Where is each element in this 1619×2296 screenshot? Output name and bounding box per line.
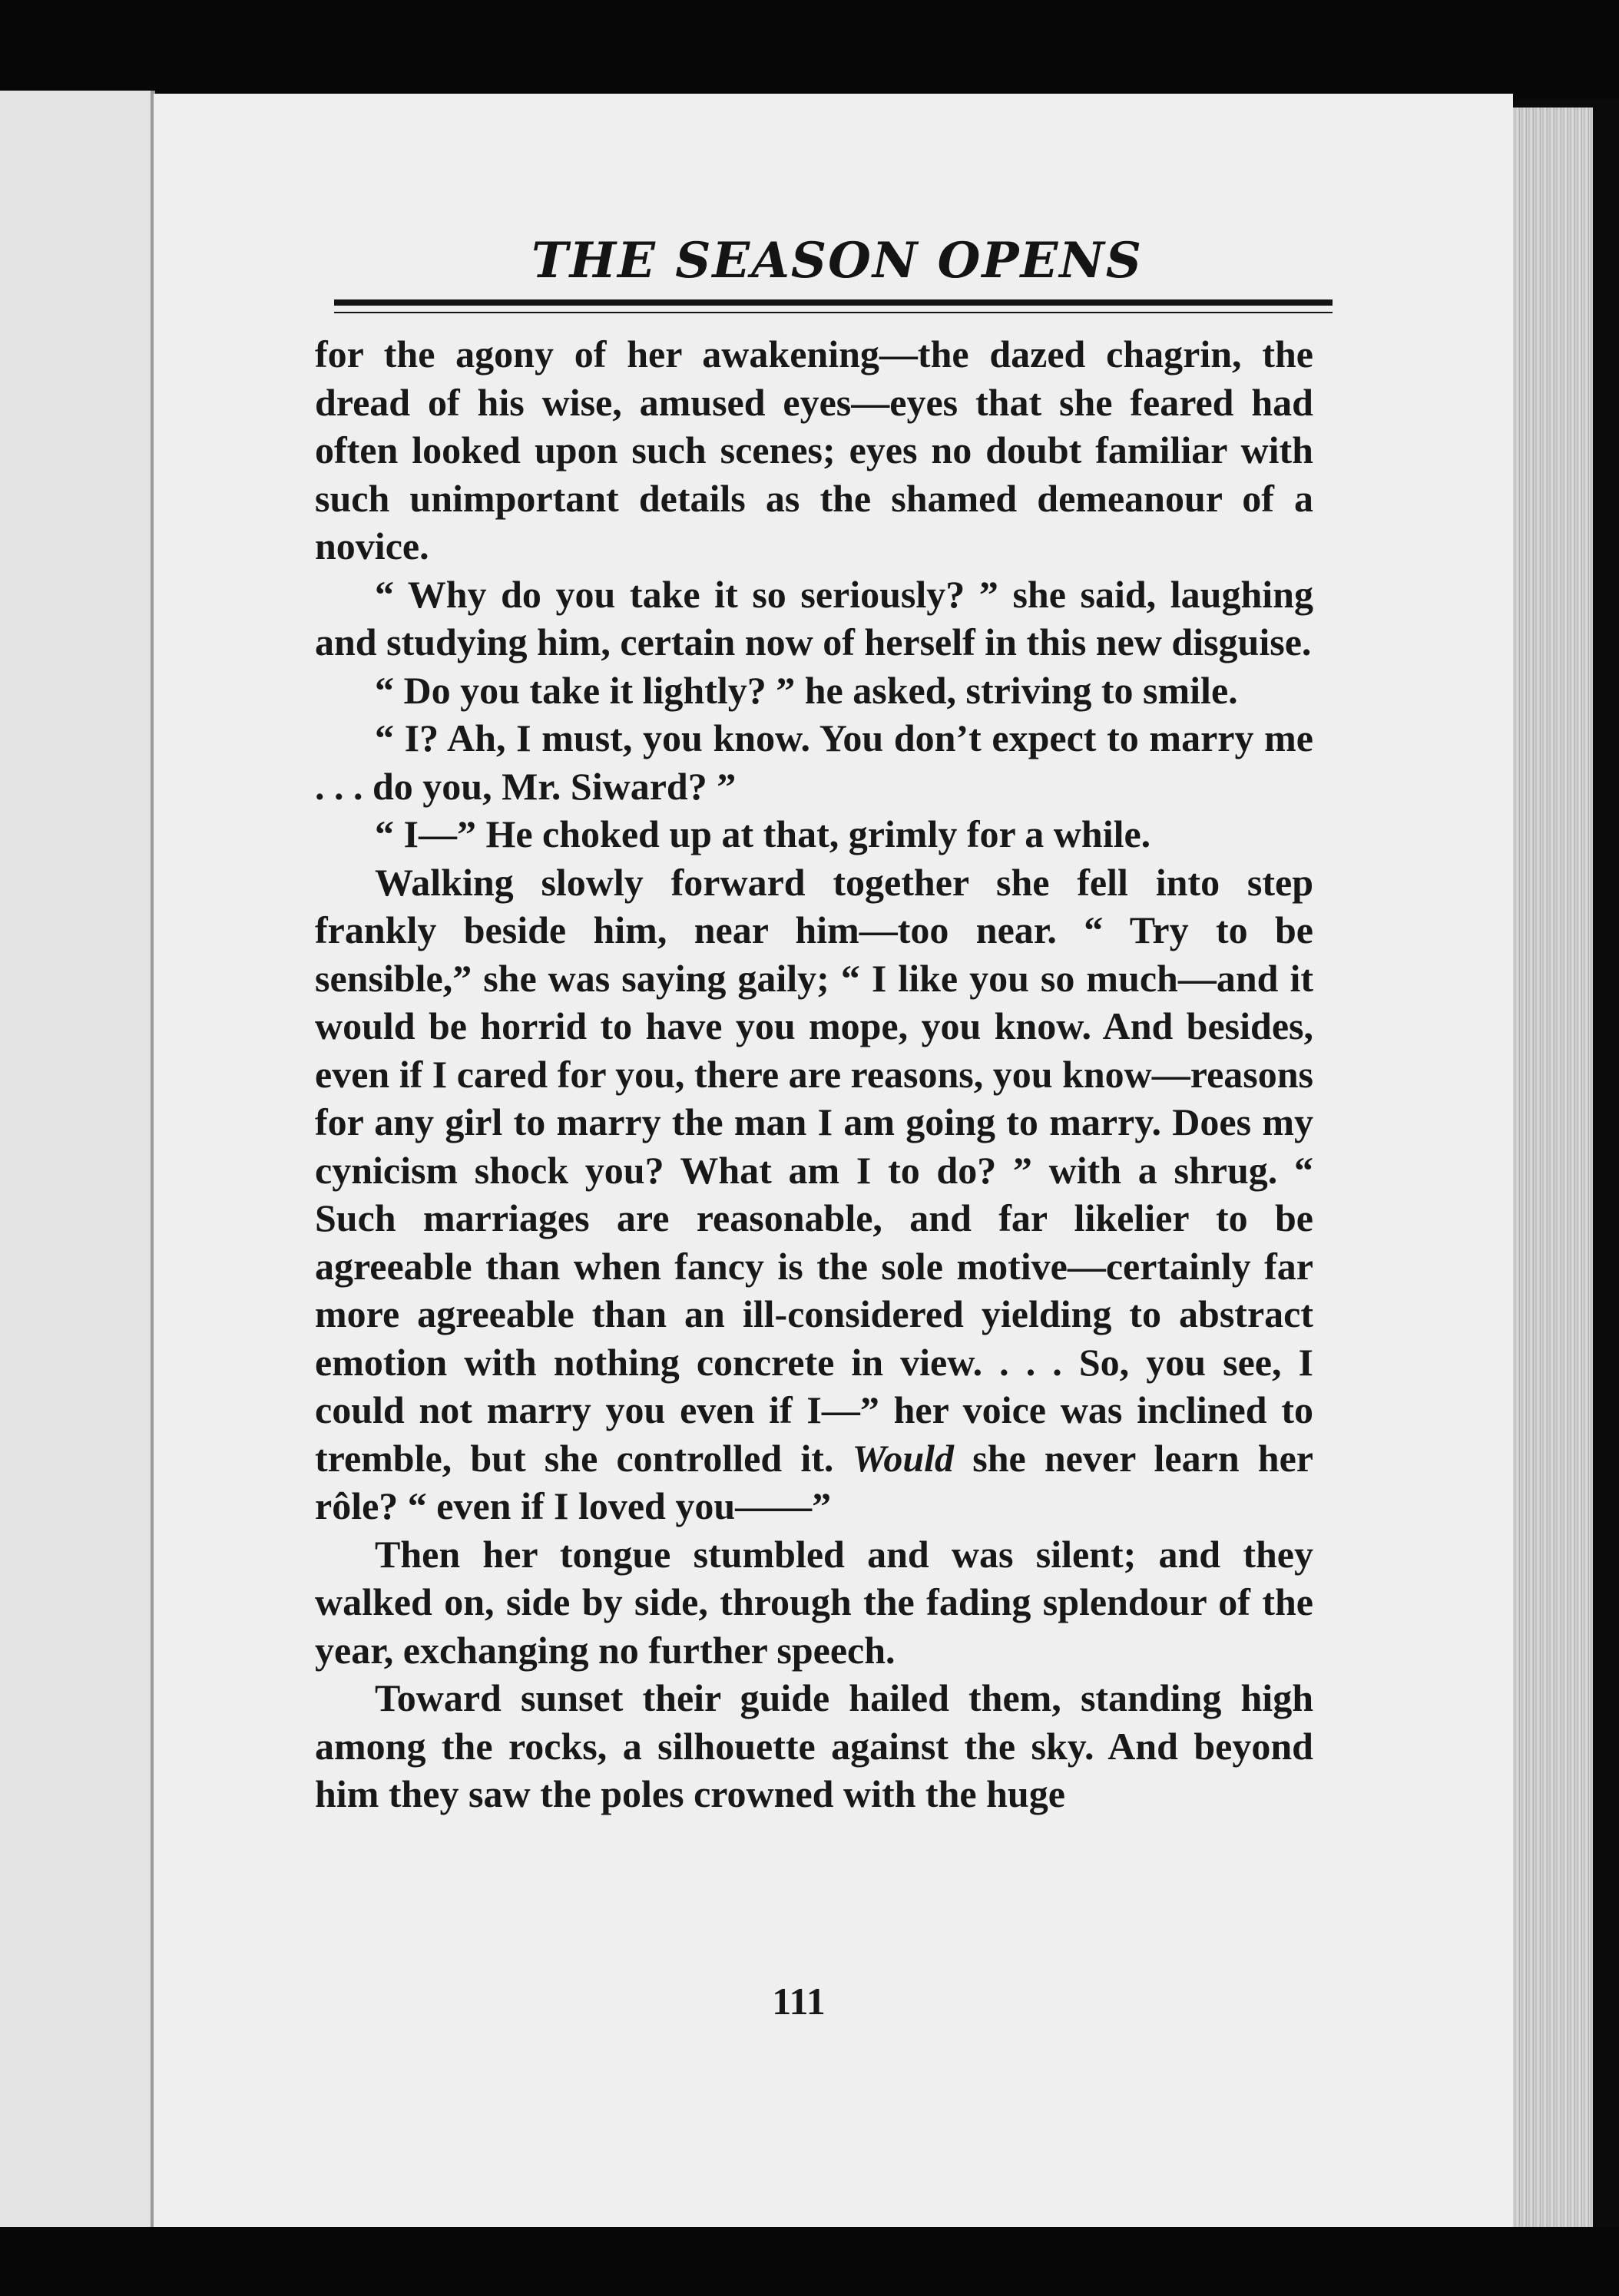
paragraph-text: Walking slowly forward together she fell into step frankly beside him, near him—too near. “ Try to be sensible,” she was saying gaily; “ I like you so much—and it would be horrid to have you mope, you know. And besides, even if I cared for you, there are reasons, you know—reasons for any girl to marry the man I am going to marry. Does my cynicism shock you? What am I to do? ” with a shrug. “ Such marriages are reasonable, and far likelier to be agreeable than when fancy is the sole motive—certainly far more agreeable than an ill-considered yielding to abstract emotion with nothing concrete in view. . . . So, you see, I could not marry you even if I—” her voice was inclined to tremble, but she controlled it. bbox=[315, 860, 1313, 1480]
paragraph: “ Why do you take it so seriously? ” she said, laughing and studying him, certain now of herself in this new disguise. bbox=[315, 572, 1313, 663]
paragraph: “ I? Ah, I must, you know. You don’t expect to marry me . . . do you, Mr. Siward? ” bbox=[315, 716, 1313, 808]
page-number: 111 bbox=[772, 1980, 826, 2023]
emphasis-would: Would bbox=[852, 1436, 955, 1480]
page-stack-edge bbox=[1513, 108, 1593, 2227]
header-rule-thick bbox=[334, 299, 1333, 306]
paragraph: “ Do you take it lightly? ” he asked, striving to smile. bbox=[375, 668, 1238, 712]
paragraph: “ I—” He choked up at that, grimly for a while. bbox=[375, 812, 1151, 855]
header-rule-thin bbox=[334, 312, 1333, 313]
paragraph-text: she never learn her rôle? “ even if I loved you——” bbox=[315, 1436, 1314, 1527]
header-rule bbox=[334, 299, 1333, 323]
scan-background-top bbox=[0, 0, 1619, 100]
running-head: THE SEASON OPENS bbox=[531, 232, 1143, 289]
paragraph: Then her tongue stumbled and was silent; and they walked on, side by side, through the fading splendour of the year, exchanging no further speech. bbox=[315, 1532, 1313, 1672]
scan-background-bottom bbox=[0, 2227, 1619, 2296]
paragraph bbox=[315, 859, 1313, 1530]
paragraph: Toward sunset their guide hailed them, standing high among the rocks, a silhouette against the sky. And beyond him they saw the poles crowned with the huge bbox=[315, 1676, 1313, 1815]
paragraph: for the agony of her awakening—the dazed chagrin, the dread of his wise, amused eyes—eyes that she feared had often looked upon such scenes; eyes no doubt familiar with such unimportant details as the shamed demeanour of a novice. bbox=[315, 332, 1313, 567]
facing-page-edge bbox=[0, 91, 155, 2233]
body-text bbox=[315, 330, 1313, 1818]
